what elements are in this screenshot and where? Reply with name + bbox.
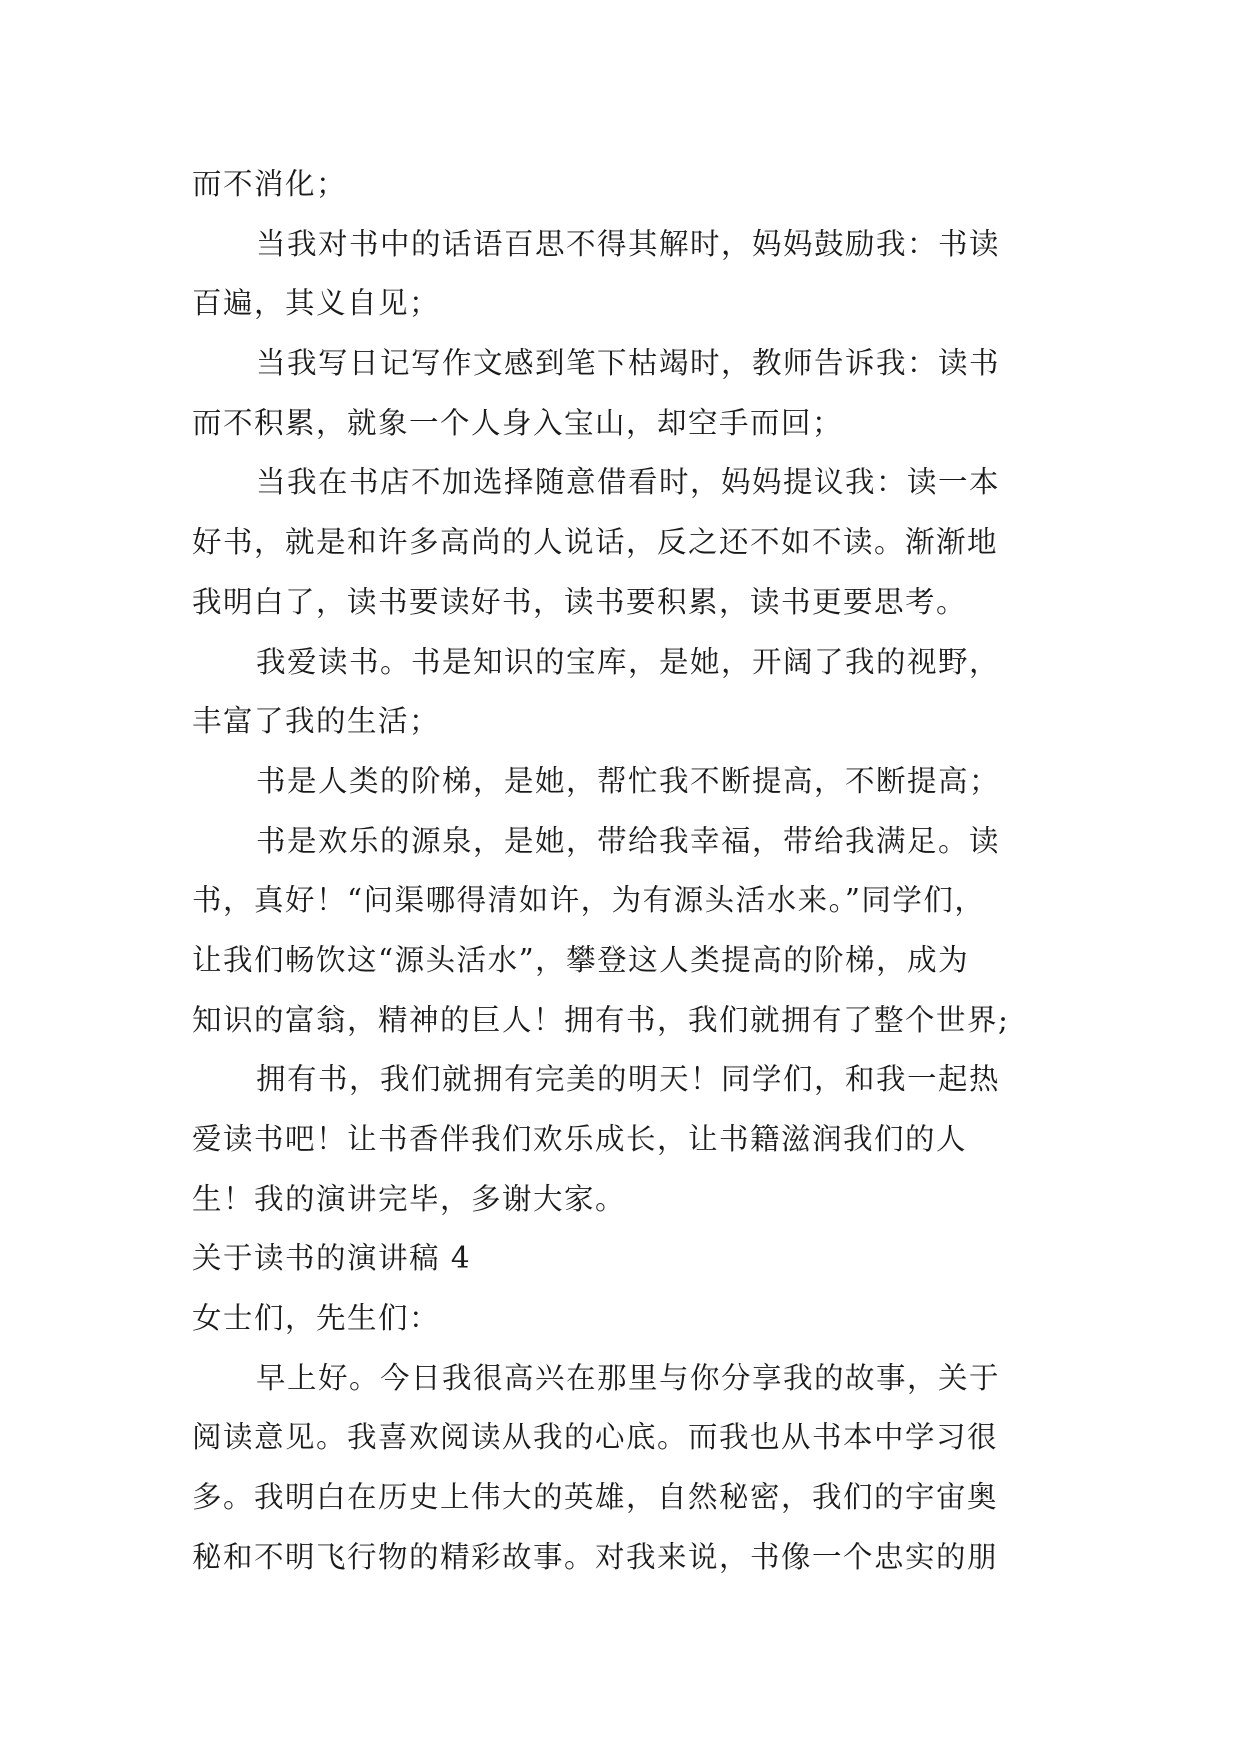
paragraph-line: 当我在书店不加选择随意借看时，妈妈提议我：读一本 xyxy=(256,465,1001,500)
paragraph-line: 我爱读书。书是知识的宝库，是她，开阔了我的视野， xyxy=(256,644,1001,679)
paragraph-line: 书是欢乐的源泉，是她，带给我幸福，带给我满足。读 xyxy=(256,823,1001,858)
paragraph-line: 当我写日记写作文感到笔下枯竭时，教师告诉我：读书 xyxy=(256,346,1001,381)
text-line: 百遍，其义自见； xyxy=(192,286,441,321)
text-line: 丰富了我的生活； xyxy=(192,704,441,739)
text-line: 秘和不明飞行物的精彩故事。对我来说，书像一个忠实的朋 xyxy=(192,1539,999,1574)
paragraph-line: 书是人类的阶梯，是她，帮忙我不断提高，不断提高； xyxy=(256,763,1001,798)
text-line: 而不消化； xyxy=(192,167,348,201)
section-heading: 关于读书的演讲稿 4 xyxy=(192,1241,472,1276)
text-line: 知识的富翁，精神的巨人！拥有书，我们就拥有了整个世界; xyxy=(192,1002,1010,1037)
paragraph-line: 早上好。今日我很高兴在那里与你分享我的故事，关于 xyxy=(256,1360,1001,1395)
text-line: 爱读书吧！让书香伴我们欢乐成长，让书籍滋润我们的人 xyxy=(192,1122,968,1156)
text-line: 让我们畅饮这“源头活水”，攀登这人类提高的阶梯，成为 xyxy=(192,942,970,977)
salutation: 女士们，先生们： xyxy=(192,1301,441,1336)
text-line: 书，真好！“问渠哪得清如许，为有源头活水来。”同学们， xyxy=(192,883,986,918)
text-line: 而不积累，就象一个人身入宝山，却空手而回； xyxy=(192,405,844,440)
text-line: 我明白了，读书要读好书，读书要积累，读书更要思考。 xyxy=(192,584,968,619)
speech-text xyxy=(192,155,1072,1588)
paragraph-line: 当我对书中的话语百思不得其解时，妈妈鼓励我：书读 xyxy=(256,226,1001,261)
text-line: 多。我明白在历史上伟大的英雄，自然秘密，我们的宇宙奥 xyxy=(192,1480,999,1515)
text-line: 生！我的演讲完毕，多谢大家。 xyxy=(192,1181,627,1216)
text-line: 好书，就是和许多高尚的人说话，反之还不如不读。渐渐地 xyxy=(192,525,999,560)
text-line: 阅读意见。我喜欢阅读从我的心底。而我也从书本中学习很 xyxy=(192,1420,999,1455)
paragraph-line: 拥有书，我们就拥有完美的明天！同学们，和我一起热 xyxy=(256,1062,1001,1097)
